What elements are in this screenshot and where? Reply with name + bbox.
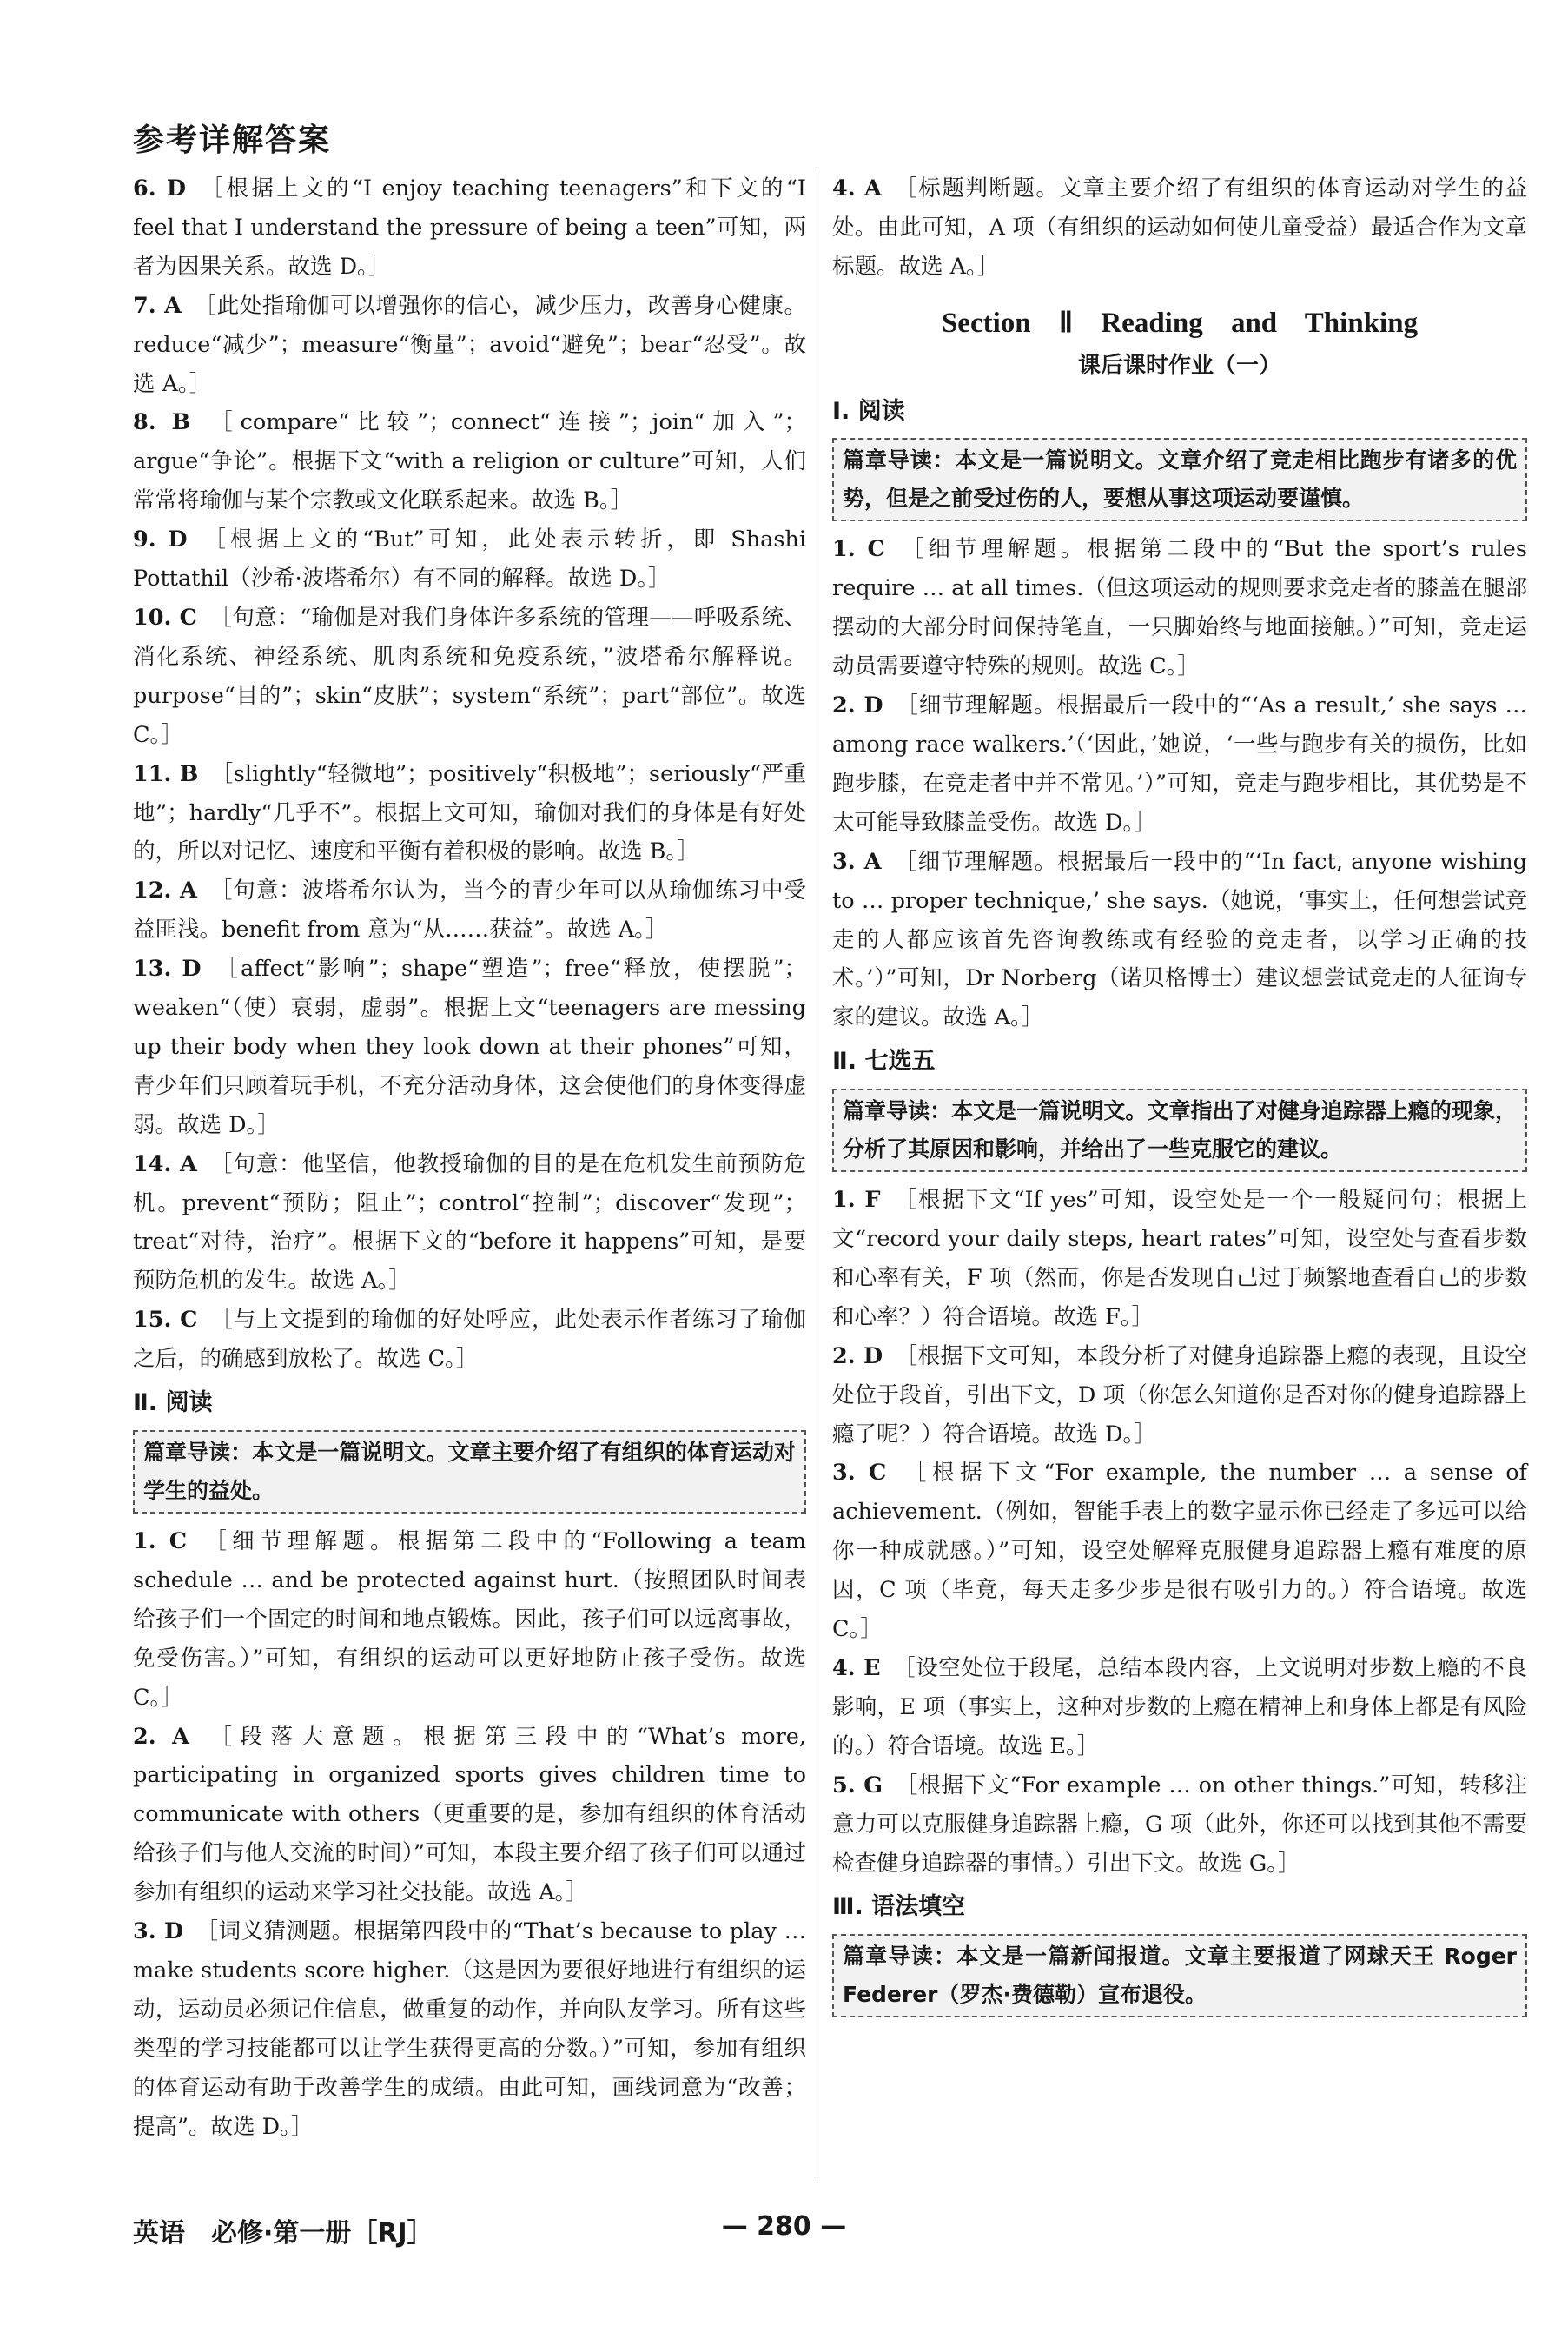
answer-explanation: ［compare“比较”；connect“连接”；join“加入”；argue“争论”。根据下文“with a religion or culture”可知，人们常常将瑜伽与某个宗教或文化联系起来。故选 B。］: [133, 409, 806, 514]
answer-item: [133, 1301, 806, 1379]
answer-explanation: ［设空处位于段尾，总结本段内容，上文说明对步数上瘾的不良影响，E 项（事实上，这种对步数的上瘾在精神上和身体上都是有风险的。）符合语境。故选 E。］: [832, 1655, 1527, 1759]
answer-number: 15. C: [133, 1307, 198, 1334]
answer-explanation: ［根据下文“If yes”可知，设空处是一个一般疑问句；根据上文“record your daily steps, heart rates”可知，设空处与查看步数和心率有关，F 项（然而，你是否发现自己过于频繁地查看自己的步数和心率？）符合语境。故选 F。］: [832, 1187, 1527, 1330]
answer-explanation: ［细节理解题。根据第二段中的“But the sport’s rules require … at all times.（但这项运动的规则要求竞走者的膝盖在腿部摆动的大部分时间保持笔直，一只脚始终与地面接触。）”可知，竞走运动员需要遵守特殊的规则。故选 C。］: [832, 536, 1527, 680]
answer-explanation: ［句意：波塔希尔认为，当今的青少年可以从瑜伽练习中受益匪浅。benefit from 意为“从……获益”。故选 A。］: [133, 878, 806, 944]
answer-explanation: ［段落大意题。根据第三段中的“What’s more, participating in organized sports gives children time to communicate with others（更重要的是，参加有组织的体育活动给孩子们与他人交流的时间）”可知，本段主要介绍了孩子们可以通过参加有组织的运动来学习社交技能。故选 A。］: [133, 1723, 806, 1906]
answer-explanation: ［细节理解题。根据最后一段中的“‘As a result,’ she says … among race walkers.’（‘因此，’她说，‘一些与跑步有关的损伤，比如跑步膝，在竞走者中并不常见。’）”可知，竞走与跑步相比，其优势是不太可能导致膝盖受伤。故选 D。］: [832, 692, 1527, 836]
passage-guide-grammar: 篇章导读：本文是一篇新闻报道。文章主要报道了网球天王 Roger Federer（罗杰·费德勒）宣布退役。: [832, 1934, 1527, 2017]
passage-guide-seven: 篇章导读：本文是一篇说明文。文章指出了对健身追踪器上瘾的现象，分析了其原因和影响，并给出了一些克服它的建议。: [832, 1089, 1527, 1172]
answer-item: [133, 403, 806, 520]
answer-item: [133, 599, 806, 755]
answer-item: [832, 530, 1527, 686]
right-column: [832, 169, 1527, 2026]
page-header-title: 参考详解答案: [133, 123, 332, 158]
section-heading-reading-left: Ⅱ. 阅读: [133, 1389, 213, 1417]
passage-guide-reading: 篇章导读：本文是一篇说明文。文章介绍了竞走相比跑步有诸多的优势，但是之前受过伤的人，要想从事这项运动要谨慎。: [832, 438, 1527, 521]
answer-item: [832, 1337, 1527, 1454]
footer-page-number: — 280 —: [721, 2211, 847, 2242]
answer-number: 14. A: [133, 1150, 197, 1177]
answer-item: [832, 843, 1527, 1038]
answer-explanation: ［词义猜测题。根据第四段中的“That’s because to play … make students score higher.（这是因为要很好地进行有组织的运动，运动员必须记住信息，做重复的动作，并向队友学习。所有这些类型的学习技能都可以让学生获得更高的分数。）”可知，参加有组织的体育运动有助于改善学生的成绩。由此可知，画线词意为“改善；提高”。故选 D。］: [133, 1918, 806, 2140]
section-heading-seven: Ⅱ. 七选五: [832, 1048, 936, 1076]
answer-number: 13. D: [133, 956, 202, 983]
answer-number: 6. D: [133, 176, 187, 202]
answer-number: 12. A: [133, 878, 197, 904]
answer-number: 2. D: [832, 692, 883, 719]
answer-item: [133, 169, 806, 287]
answer-explanation: ［细节理解题。根据第二段中的“Following a team schedule … and be protected against hurt.（按照团队时间表给孩子们一个固定的时间和地点锻炼。因此，孩子们可以远离事故，免受伤害。）”可知，有组织的运动可以更好地防止孩子受伤。故选 C。］: [133, 1528, 807, 1711]
answer-number: 2. A: [133, 1723, 189, 1750]
answer-explanation: ［slightly“轻微地”；positively“积极地”；seriously“严重地”；hardly“几乎不”。根据上文可知，瑜伽对我们的身体是有好处的，所以对记忆、速度和平衡有着积极的影响。故选 B。］: [133, 760, 806, 865]
answer-explanation: ［句意：他坚信，他教授瑜伽的目的是在危机发生前预防危机。prevent“预防；阻止”；control“控制”；discover“发现”；treat“对待，治疗”。根据下文的“before it happens”可知，是要预防危机的发生。故选 A。］: [133, 1150, 806, 1295]
answer-explanation: ［根据上文的“I enjoy teaching teenagers”和下文的“I feel that I understand the pressure of being a teen”可知，两者为因果关系。故选 D。］: [133, 176, 806, 280]
answer-item: [832, 169, 1527, 287]
answer-number: 4. A: [832, 176, 882, 202]
answer-list-reading-left: [133, 1522, 806, 2147]
section-title: Section Ⅱ Reading and Thinking: [941, 307, 1419, 339]
left-column: [133, 169, 806, 2147]
answer-explanation: ［根据下文可知，本段分析了对健身追踪器上瘾的表现，且设空处位于段首，引出下文，D 项（你怎么知道你是否对你的健身追踪器上瘾了呢？）符合语境。故选 D。］: [832, 1342, 1527, 1447]
answer-item: [133, 950, 806, 1145]
answer-number: 3. D: [133, 1918, 184, 1945]
section-subtitle: 课后课时作业（一）: [1077, 352, 1281, 379]
answer-item: [133, 287, 806, 404]
answer-item: [832, 1649, 1527, 1766]
answer-explanation: ［与上文提到的瑜伽的好处呼应，此处表示作者练习了瑜伽之后，的确感到放松了。故选 C。］: [133, 1307, 806, 1373]
answer-number: 2. D: [832, 1342, 883, 1369]
answer-number: 1. C: [133, 1528, 188, 1554]
answer-explanation: ［根据下文“For example … on other things.”可知，转移注意力可以克服健身追踪器上瘾，G 项（此外，你还可以找到其他不需要检查健身追踪器的事情。）引出下文。故选 G。］: [832, 1772, 1527, 1877]
answer-explanation: ［此处指瑜伽可以增强你的信心，减少压力，改善身心健康。reduce“减少”；measure“衡量”；avoid“避免”；bear“忍受”。故选 A。］: [133, 292, 806, 397]
answer-item: [832, 686, 1527, 843]
answer-item: [133, 1718, 806, 1913]
answer-item: [133, 1145, 806, 1302]
answer-number: 11. B: [133, 760, 199, 787]
footer-book-title: 英语 必修·第一册［RJ］: [133, 2218, 433, 2249]
passage-guide-left: 篇章导读：本文是一篇说明文。文章主要介绍了有组织的体育运动对学生的益处。: [133, 1430, 806, 1514]
answer-item: [832, 1181, 1527, 1337]
answer-number: 3. C: [832, 1460, 887, 1487]
answer-item: [133, 1522, 806, 1718]
section-heading-reading-right: Ⅰ. 阅读: [832, 397, 905, 425]
answer-number: 5. G: [832, 1772, 883, 1798]
answer-explanation: ［细节理解题。根据最后一段中的“‘In fact, anyone wishing to … proper technique,’ she says.（她说，‘事实上，任何想尝试竞走的人都应该首先咨询教练或有经验的竞走者，以学习正确的技术。’）”可知，Dr Norberg（诺贝格博士）建议想尝试竞走的人征询专家的建议。故选 A。］: [832, 848, 1527, 1031]
answer-explanation: ［根据下文“For example, the number … a sense of achievement.（例如，智能手表上的数字显示你已经走了多远可以给你一种成就感。）”可知，设空处解释克服健身追踪器上瘾有难度的原因，C 项（毕竟，每天走多少步是很有吸引力的。）符合语境。故选 C。］: [832, 1460, 1527, 1643]
answer-number: 8. B: [133, 409, 191, 436]
answer-item: [133, 871, 806, 950]
answer-item: [133, 1912, 806, 2146]
answer-item: [832, 1454, 1527, 1649]
answer-item: [133, 755, 806, 872]
answer-number: 7. A: [133, 292, 182, 319]
answer-explanation: ［affect“影响”；shape“塑造”；free“释放，使摆脱”；weaken“（使）衰弱，虚弱”。根据上文“teenagers are messing up their body when they look down at their phones”可知，青少年们只顾着玩手机，不充分活动身体，这会使他们的身体变得虚弱。故选 D。］: [133, 956, 806, 1138]
section-heading-grammar: Ⅲ. 语法填空: [832, 1893, 966, 1921]
answer-number: 1. C: [832, 536, 885, 563]
answer-list-cloze: [133, 169, 806, 1379]
answer-explanation: ［句意：“瑜伽是对我们身体许多系统的管理——呼吸系统、消化系统、神经系统、肌肉系统和免疫系统，”波塔希尔解释说。purpose“目的”；skin“皮肤”；system“系统”；part“部位”。故选 C。］: [133, 604, 806, 748]
answer-item: [832, 1766, 1527, 1884]
answer-number: 10. C: [133, 604, 197, 631]
answer-item: [133, 520, 806, 599]
answer-list-reading-right: [832, 530, 1527, 1037]
answer-explanation: ［根据上文的“But”可知，此处表示转折，即 Shashi Pottathil（沙希·波塔希尔）有不同的解释。故选 D。］: [133, 527, 806, 593]
answer-number: 9. D: [133, 527, 188, 553]
answer-number: 4. E: [832, 1655, 881, 1681]
answer-number: 1. F: [832, 1187, 881, 1214]
answer-explanation: ［标题判断题。文章主要介绍了有组织的体育运动对学生的益处。由此可知，A 项（有组织的运动如何使儿童受益）最适合作为文章标题。故选 A。］: [832, 176, 1527, 280]
answer-list-reading-cont: [832, 169, 1527, 287]
answer-number: 3. A: [832, 848, 882, 875]
answer-list-seven: [832, 1181, 1527, 1883]
